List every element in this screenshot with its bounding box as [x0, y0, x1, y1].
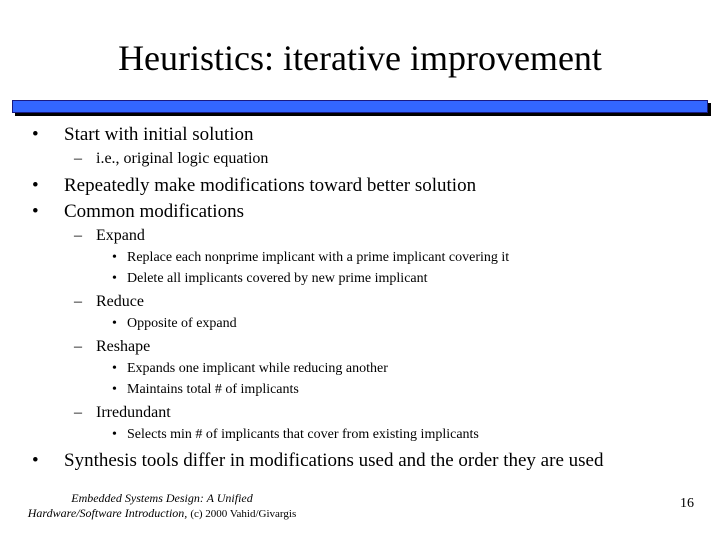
bullet-marker: •	[32, 450, 39, 471]
sub-bullet-irredundant: Irredundant	[96, 404, 171, 421]
sub-sub-bullet-marker: •	[112, 316, 117, 331]
sub-sub-bullet-marker: •	[112, 382, 117, 397]
footer-book-subtitle-line	[22, 506, 302, 522]
footer-book-subtitle: Hardware/Software Introduction,	[27, 506, 188, 520]
bullet-repeatedly-modify: Repeatedly make modifications toward better solution	[64, 175, 477, 196]
bullet-marker: •	[32, 175, 39, 196]
sub-sub-bullet-marker: •	[112, 250, 117, 265]
bullet-common-modifications: Common modifications	[64, 201, 244, 222]
reduce-detail-opposite: Opposite of expand	[127, 316, 237, 331]
title-divider-bar	[12, 100, 708, 113]
sub-bullet-original-logic-equation: i.e., original logic equation	[96, 150, 269, 167]
sub-sub-bullet-marker: •	[112, 427, 117, 442]
reshape-detail-maintains: Maintains total # of implicants	[127, 382, 299, 397]
sub-bullet-marker: –	[74, 338, 82, 355]
sub-sub-bullet-marker: •	[112, 271, 117, 286]
page-number: 16	[680, 496, 694, 511]
irredundant-detail-selects: Selects min # of implicants that cover from existing implicants	[127, 427, 479, 442]
sub-sub-bullet-marker: •	[112, 361, 117, 376]
sub-bullet-reduce: Reduce	[96, 293, 144, 310]
bullet-start-with-initial-solution: Start with initial solution	[64, 124, 254, 145]
bullet-synthesis-tools-differ: Synthesis tools differ in modifications used and the order they are used	[64, 450, 604, 471]
footer-copyright: (c) 2000 Vahid/Givargis	[190, 508, 297, 520]
bullet-marker: •	[32, 124, 39, 145]
footer-book-title: Embedded Systems Design: A Unified	[71, 491, 253, 505]
sub-bullet-marker: –	[74, 404, 82, 421]
expand-detail-delete: Delete all implicants covered by new prime implicant	[127, 271, 428, 286]
bullet-marker: •	[32, 201, 39, 222]
reshape-detail-expands: Expands one implicant while reducing another	[127, 361, 388, 376]
footer-citation	[22, 491, 302, 522]
sub-bullet-marker: –	[74, 150, 82, 167]
sub-bullet-marker: –	[74, 227, 82, 244]
sub-bullet-reshape: Reshape	[96, 338, 151, 355]
slide-title: Heuristics: iterative improvement	[118, 38, 602, 78]
expand-detail-replace: Replace each nonprime implicant with a prime implicant covering it	[127, 250, 510, 265]
sub-bullet-expand: Expand	[96, 227, 145, 244]
sub-bullet-marker: –	[74, 293, 82, 310]
